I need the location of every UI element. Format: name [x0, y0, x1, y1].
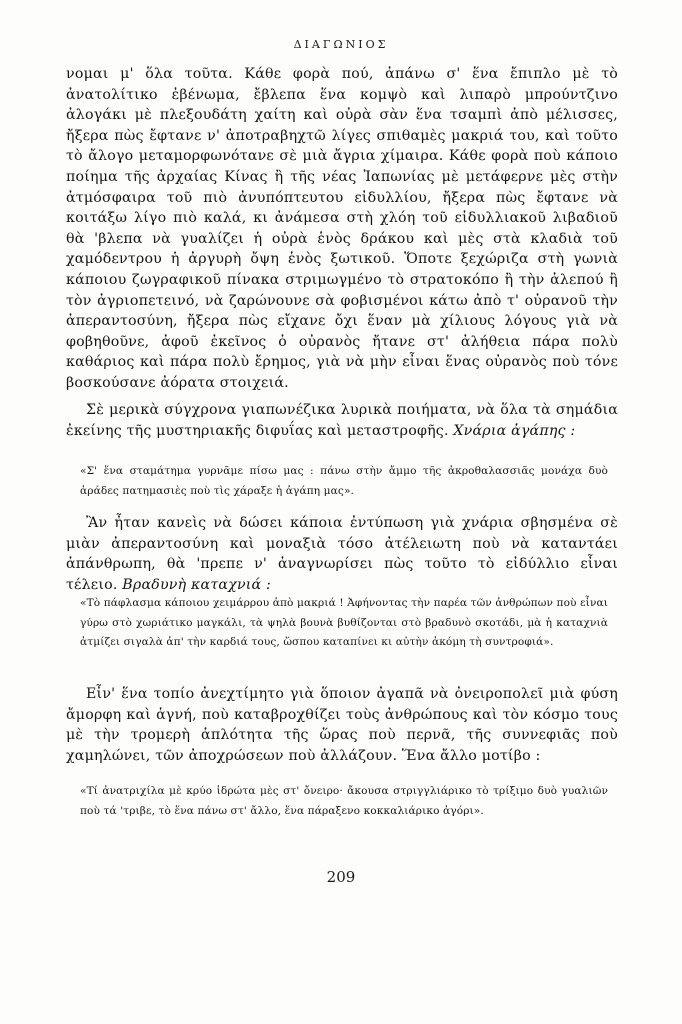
- paragraph-2-text: Σὲ μερικὰ σύγχρονα γιαπωνέζικα λυρικὰ ποιήματα, νὰ ὅλα τὰ σημάδια ἐκείνης τῆς μυστηριακῆς διφυΐας καὶ μεταστροφῆς.: [66, 402, 618, 439]
- body-paragraph-1: νομαι μ' ὅλα τοῦτα. Κάθε φορὰ πού, ἀπάνω σ' ἕνα ἔπιπλο μὲ τὸ ἀνατολίτικο ἐβένωμα, ἔβλεπα ἕνα κομψὸ καὶ λιπαρὸ μπρούντζινο ἀλογάκι μὲ πλεξουδάτη χαίτη καὶ οὐρὰ σὰν ἕνα τσαμπὶ ἀπὸ μέλισσες, ἤξερα πὼς ἔφτανε ν' ἀποτραβηχτῶ λίγες σπιθαμὲς μακριά του, καὶ τοῦτο τὸ ἄλογο μεταμορφωνότανε σὲ μιὰ ἄγρια χίμαιρα. Κάθε φορὰ ποὺ κάποιο ποίημα τῆς ἀρχαίας Κίνας ἢ τῆς νέας Ἰαπωνίας μὲ μετάφερνε μὲς στὴν ἀτμόσφαιρα τοῦ πιὸ ἀνυπόπτευτου εἰδυλλίου, ἤξερα πὼς ἔφτανε νὰ κοιτάξω λίγο πιὸ καλά, κι ἀνάμεσα στὴ χλόη τοῦ εἰδυλλιακοῦ λιβαδιοῦ θὰ 'βλεπα νὰ γυαλίζει ἡ οὐρὰ ἑνὸς δράκου καὶ μὲς στὰ κλαδιὰ τοῦ χαμόδεντρου ἡ ἀργυρὴ ὄψη ἑνὸς ξωτικοῦ. Ὅποτε ξεχώριζα στὴ γωνιὰ κάποιου ζωγραφικοῦ πίνακα στριμωγμένο τὸ στρατοκόπο ἢ τὴν ἀλεπού ἢ τὸν ἀγριοπετεινό, νὰ ζαρώνουνε σὰ φοβισμένοι κάτω ἀπὸ τ' οὐρανοῦ τὴν ἀπεραντοσύνη, ἤξερα πὼς εἴχανε ὄχι ἕναν μὰ χίλιους λόγους γιὰ νὰ φοβηθοῦνε, ἀφοῦ ἐκεῖνος ὁ οὐρανὸς ἤτανε στ' ἀλήθεια πάρα πολὺ καθάριος καὶ πάρα πολὺ ἔρημος, γιὰ νὰ μὴν εἶναι ἕνας οὐρανὸς ποὺ τόνε βοσκούσανε ἀόρατα στοιχειά.: [66, 66, 618, 391]
- poem-quote-2: «Τὸ πάφλασμα κάποιου χειμάρρου ἀπὸ μακριά ! Ἀφήνοντας τὴν παρέα τῶν ἀνθρώπων ποὺ εἶναι γύρω στὸ χωριάτικο μαγκάλι, τὰ ψηλὰ βουνὰ βυθίζονται στὸ βραδυνὸ σκοτάδι, μὰ ἡ καταχνιὰ ἀτμίζει σιγαλὰ ἀπ' τὴν καρδιά τους, ὥσπου καταπίνει κι αὐτὴν ἀκόμη τὴ συντροφιά».: [80, 597, 608, 648]
- body-paragraph-4: [66, 684, 618, 780]
- poem-quote-3: «Τί ἀνατριχίλα μὲ κρύο ἱδρώτα μὲς στ' ὄνειρο· ἄκουσα στριγγλιάρικο τὸ τρίξιμο δυὸ γυαλιῶν ποὺ τά 'τριβε, τὸ ἕνα πάνω στ' ἄλλο, ἕνα πάραξενο κοκκαλιάρικο ἀγόρι».: [80, 785, 608, 817]
- running-title: ΔΙΑΓΩΝΙΟΣ: [293, 38, 389, 51]
- paragraph-3-text: Ἂν ἦταν κανεὶς νὰ δώσει κάποια ἐντύπωση γιὰ χνάρια σβησμένα σὲ μιὰν ἀπεραντοσύνη καὶ μοναξιὰ τόσο ἀτέλειωτη ποὺ νὰ καταντάει ἀπάνθρωπη, θὰ 'πρεπε ν' ἀναγνωρίσει πὼς τοῦτο τὸ εἰδύλλιο εἶναι τέλειο.: [66, 515, 618, 593]
- body-paragraph-3: [66, 513, 618, 593]
- poem-title-1: Χνάρια ἀγάπης :: [453, 422, 576, 439]
- body-paragraph-2: [66, 400, 618, 458]
- poem-quote-1: «Σ' ἕνα σταμάτημα γυρνᾶμε πίσω μας : πάνω στὴν ἄμμο τῆς ἀκροθαλασσιᾶς μονάχα δυὸ ἀράδες πατημασιὲς ποὺ τὶς χάραξε ἡ ἀγάπη μας».: [80, 465, 608, 497]
- paragraph-4-text: Εἶν' ἕνα τοπίο ἀνεχτίμητο γιὰ ὅποιον ἀγαπᾶ νὰ ὀνειροπολεῖ μιὰ φύση ἄμορφη καὶ ἁγνή, ποὺ καταβροχθίζει τοὺς ἀνθρώπους καὶ τὸν κόσμο τους μὲ τὴν τρομερὴ ἁπλότητα τῆς ὥρας ποὺ περνᾶ, τῆς συννεφιᾶς ποὺ χαμηλώνει, τῶν ἀποχρώσεων ποὺ ἀλλάζουν. Ἕνα ἄλλο μοτίβο :: [66, 686, 618, 764]
- poem-title-2: Βραδυνὴ καταχνιά :: [122, 576, 271, 593]
- page-number: 209: [326, 868, 356, 886]
